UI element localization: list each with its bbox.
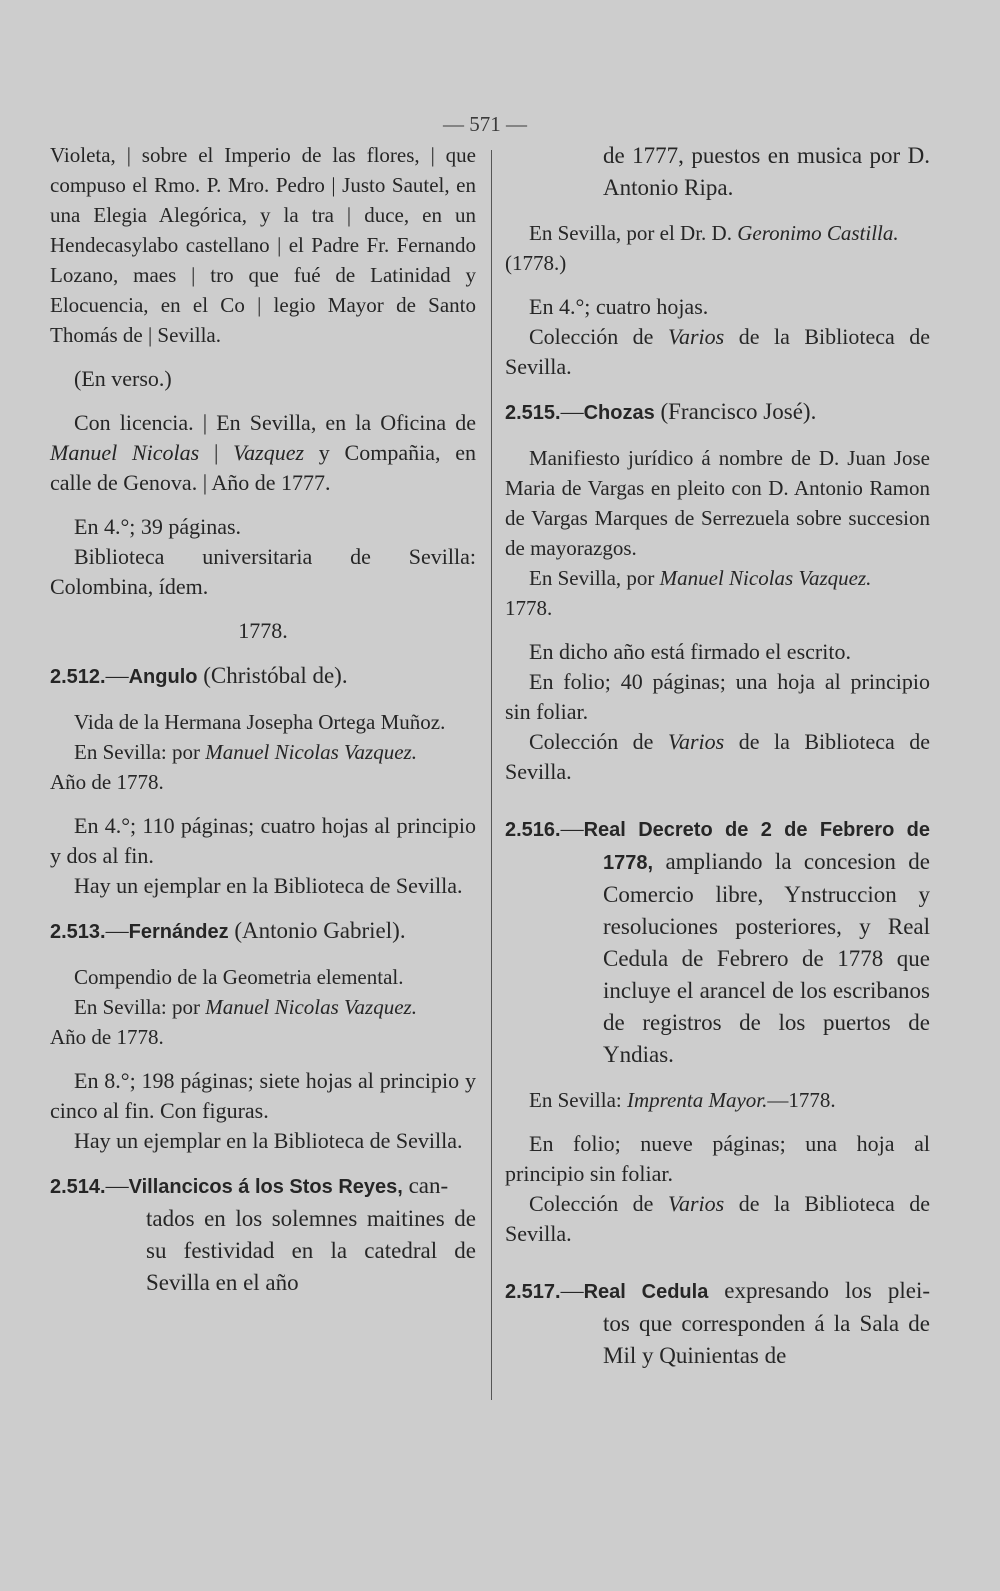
entry-title-text: ampliando la concesion de Comercio libre, Ynstruccion y resoluciones posteriores, y Real Cedula de Febrero de 1778 que incluye el arancel de los escribanos de registros de los puertos de Yndias. bbox=[603, 849, 930, 1067]
imprint-printer: Manuel Nicolas Vazquez. bbox=[205, 995, 417, 1019]
column-divider bbox=[491, 150, 492, 1400]
entry-title-rest-first: can- bbox=[402, 1173, 449, 1198]
format-note: En 4.°; cuatro hojas. bbox=[529, 294, 709, 319]
collection-prefix: Colección de bbox=[529, 324, 668, 349]
left-column bbox=[50, 140, 476, 1299]
entry-2514 bbox=[50, 1170, 476, 1299]
entry-2513 bbox=[50, 915, 476, 1156]
entry-location: Hay un ejemplar en la Biblioteca de Sevilla. bbox=[74, 873, 463, 898]
entry-dash: — bbox=[560, 1278, 584, 1303]
entry-dash: — bbox=[105, 918, 129, 943]
page-number: — 571 — bbox=[443, 112, 527, 136]
imprint-rest: y Compañia, en bbox=[304, 440, 477, 465]
entry-number: 2.516. bbox=[505, 819, 561, 841]
collection-suffix: de la Biblioteca de Sevilla. bbox=[505, 324, 930, 379]
entry-note: En dicho año está firmado el escrito. bbox=[529, 639, 851, 664]
imprint-line-1: Con licencia. | En Sevilla, en la Oficina de bbox=[74, 410, 476, 435]
entry-2517 bbox=[505, 1275, 930, 1372]
collection-note bbox=[505, 322, 930, 382]
entry-dash: — bbox=[560, 816, 584, 841]
entry-title-bold: Real Decreto de 2 de Febrero de bbox=[583, 819, 930, 841]
imprint-prefix: En Sevilla: por bbox=[74, 995, 206, 1019]
entry-author: Chozas bbox=[583, 402, 655, 424]
imprint-separator: | bbox=[199, 440, 234, 465]
collection-suffix: de la Biblioteca de Sevilla. bbox=[505, 729, 930, 784]
imprint-printer: Imprenta Mayor. bbox=[627, 1088, 768, 1112]
imprint-prefix: En Sevilla, por bbox=[529, 566, 660, 590]
imprint-prefix: En Sevilla, por el Dr. D. bbox=[529, 221, 738, 245]
imprint-prefix: En Sevilla: por bbox=[74, 740, 206, 764]
entry-year: Año de 1778. bbox=[50, 1025, 164, 1049]
year-heading: 1778. bbox=[238, 618, 288, 643]
entry-imprint bbox=[505, 1085, 930, 1115]
collection-suffix: de la Biblioteca de Sevilla. bbox=[505, 1191, 930, 1246]
entry-title-bold: Villancicos á los Stos Reyes, bbox=[128, 1176, 403, 1198]
imprint-line-3: calle de Genova. | Año de 1777. bbox=[50, 470, 331, 495]
entry-number: 2.514. bbox=[50, 1176, 106, 1198]
imprint-printer: Manuel Nicolas Vazquez. bbox=[659, 566, 872, 590]
right-column bbox=[505, 140, 930, 1372]
imprint bbox=[505, 218, 930, 248]
continuation-text: de 1777, puestos en musica por D. Antonio Ripa. bbox=[603, 143, 930, 200]
entry-year: 1778. bbox=[505, 596, 553, 620]
entry-location: Hay un ejemplar en la Biblioteca de Sevilla. bbox=[74, 1128, 463, 1153]
entry-format: En folio; nueve páginas; una hoja al principio sin foliar. bbox=[505, 1131, 930, 1186]
entry-heading bbox=[505, 396, 930, 429]
entry-collection bbox=[505, 1189, 930, 1249]
verse-note: (En verso.) bbox=[74, 366, 172, 391]
entry-2516 bbox=[505, 813, 930, 1249]
entry-title: Manifiesto jurídico á nombre de D. Juan Jose Maria de Vargas en pleito con D. Antonio Ramon de Vargas Marques de Serrezuela sobre succesion de mayorazgos. bbox=[505, 446, 930, 560]
entry-author-rest: (Christóbal de). bbox=[197, 663, 348, 688]
entry-heading bbox=[50, 1170, 476, 1203]
entry-2515 bbox=[505, 396, 930, 787]
entry-number: 2.512. bbox=[50, 666, 106, 688]
entry-format: En 8.°; 198 páginas; siete hojas al principio y cinco al fin. Con figuras. bbox=[50, 1068, 476, 1123]
entry-format: En 4.°; 110 páginas; cuatro hojas al principio y dos al fin. bbox=[50, 813, 476, 868]
entry-title-bold: Real Cedula bbox=[583, 1281, 709, 1303]
entry-author: Angulo bbox=[128, 666, 198, 688]
entry-author: Fernández bbox=[128, 921, 229, 943]
collection-prefix: Colección de bbox=[529, 729, 668, 754]
entry-heading bbox=[50, 915, 476, 948]
imprint-year: (1778.) bbox=[505, 251, 567, 275]
collection-name: Varios bbox=[667, 729, 725, 754]
entry-title-rest-first: expresando los plei- bbox=[708, 1278, 930, 1303]
collection-prefix: Colección de bbox=[529, 1191, 668, 1216]
imprint-line-2 bbox=[50, 438, 476, 468]
entry-title-rest bbox=[505, 846, 930, 1071]
entry-title: Compendio de la Geometria elemental. bbox=[74, 965, 404, 989]
entry-imprint bbox=[505, 563, 930, 593]
entry-collection bbox=[505, 727, 930, 787]
collection-name: Varios bbox=[667, 1191, 725, 1216]
entry-author-rest: (Francisco José). bbox=[654, 399, 817, 424]
entry-dash: — bbox=[560, 399, 584, 424]
printer-name-2: Vazquez bbox=[233, 440, 305, 465]
imprint-prefix: En Sevilla: bbox=[529, 1088, 627, 1112]
entry-number: 2.513. bbox=[50, 921, 106, 943]
collection-name: Varios bbox=[667, 324, 725, 349]
entry-author-rest: (Antonio Gabriel). bbox=[228, 918, 406, 943]
entry-title: Vida de la Hermana Josepha Ortega Muñoz. bbox=[74, 710, 446, 734]
imprint-block bbox=[50, 408, 476, 498]
entry-number: 2.515. bbox=[505, 402, 561, 424]
intro-text: Violeta, | sobre el Imperio de las flores, | que compuso el Rmo. P. Mro. Pedro | Justo Sautel, en una Elegia Alegórica, y la tra | duce, en un Hendecasylabo castellano | el Padre Fr. Fernando Lozano, maes | tro que fué de Latinidad y Elocuencia, en el Co | legio Mayor de Santo Thomás de | Sevilla. bbox=[50, 143, 476, 347]
entry-dash: — bbox=[105, 1173, 129, 1198]
imprint-printer: Manuel Nicolas Vazquez. bbox=[205, 740, 417, 764]
format-note: En 4.°; 39 páginas. bbox=[74, 514, 242, 539]
imprint-printer: Geronimo Castilla. bbox=[737, 221, 899, 245]
entry-imprint bbox=[50, 992, 476, 1022]
entry-dash: — bbox=[105, 663, 129, 688]
entry-number: 2.517. bbox=[505, 1281, 561, 1303]
entry-imprint bbox=[50, 737, 476, 767]
entry-title-rest: tados en los solemnes maitines de su festividad en la catedral de Sevilla en el año bbox=[146, 1206, 476, 1295]
entry-format: En folio; 40 páginas; una hoja al principio sin foliar. bbox=[505, 669, 930, 724]
entry-heading bbox=[505, 1275, 930, 1308]
entry-title-bold-2: 1778, bbox=[603, 852, 654, 874]
entry-2512 bbox=[50, 660, 476, 901]
entry-heading bbox=[50, 660, 476, 693]
location-note: Biblioteca universitaria de Sevilla: Colombina, ídem. bbox=[50, 544, 476, 599]
entry-year: Año de 1778. bbox=[50, 770, 164, 794]
imprint-year: —1778. bbox=[767, 1088, 836, 1112]
entry-title-rest: tos que corresponden á la Sala de Mil y Quinientas de bbox=[603, 1311, 930, 1368]
printer-name-1: Manuel Nicolas bbox=[50, 440, 200, 465]
entry-heading bbox=[505, 813, 930, 846]
